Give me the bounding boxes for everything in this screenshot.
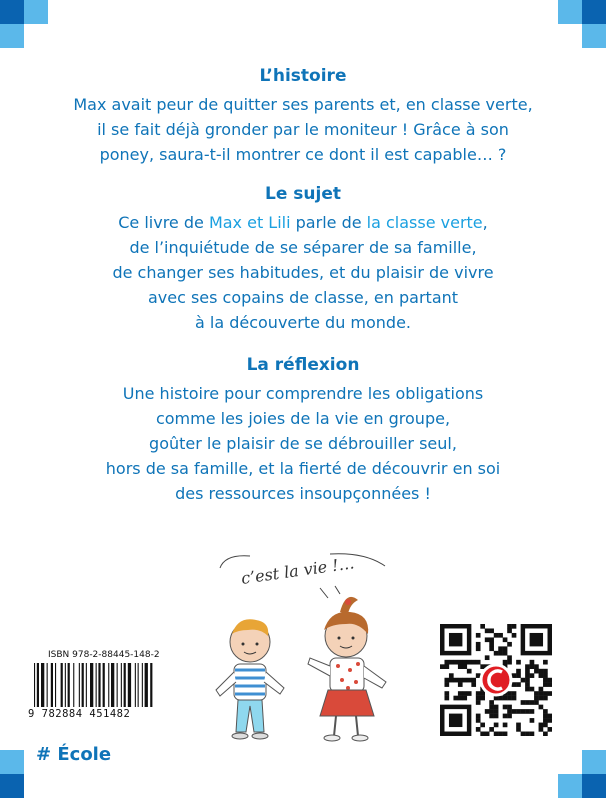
qr-module [453, 678, 458, 683]
text-segment: goûter le plaisir de se débrouiller seul, [149, 434, 457, 453]
qr-module [534, 669, 539, 674]
qr-module [494, 709, 499, 714]
qr-module [521, 700, 526, 705]
qr-module [503, 651, 508, 656]
qr-module [534, 691, 539, 696]
qr-module [480, 696, 485, 701]
qr-module [480, 723, 485, 728]
qr-module [503, 705, 508, 710]
qr-module [507, 660, 512, 665]
corner-square-top-left [0, 0, 24, 24]
text-segment: Une histoire pour comprendre les obligations [122, 384, 484, 403]
qr-module [440, 664, 445, 669]
qr-module [503, 714, 508, 719]
qr-module [458, 660, 463, 665]
body-line [0, 431, 606, 456]
qr-module [548, 678, 552, 683]
corner-square-top-left-light [24, 0, 48, 24]
qr-module [471, 660, 476, 665]
qr-module [489, 646, 494, 651]
body-line [0, 285, 606, 310]
body-line [0, 456, 606, 481]
qr-module [507, 642, 512, 647]
qr-module [512, 682, 517, 687]
qr-module [494, 705, 499, 710]
qr-module [530, 687, 535, 692]
qr-module [449, 660, 454, 665]
section-heading: L’histoire [259, 66, 347, 86]
barcode-bar [51, 663, 53, 707]
barcode-bar [111, 663, 114, 707]
qr-module [503, 637, 508, 642]
qr-module [530, 732, 535, 736]
qr-module [498, 696, 503, 701]
barcode-bar [68, 663, 70, 707]
qr-module [489, 642, 494, 647]
qr-module [476, 714, 481, 719]
qr-module [476, 696, 481, 701]
barcode-bar [65, 663, 66, 707]
qr-module [507, 655, 512, 660]
body-line [0, 142, 606, 167]
barcode-bar [103, 663, 105, 707]
qr-module [498, 646, 503, 651]
body-line [0, 481, 606, 506]
qr-module [512, 633, 517, 638]
qr-module [543, 691, 548, 696]
max-figure [216, 619, 284, 739]
body-line [0, 310, 606, 335]
isbn-digits: 9 782884 451482 [28, 708, 131, 720]
barcode-bar [135, 663, 136, 707]
qr-module [530, 709, 535, 714]
section-sujet [0, 184, 606, 335]
qr-module [462, 664, 467, 669]
corner-square-bottom-right-light [558, 774, 582, 798]
corner-square-bottom-right [582, 774, 606, 798]
category-tag: # École [36, 744, 112, 765]
qr-module [476, 700, 481, 705]
highlighted-term: la classe verte [366, 213, 483, 232]
qr-module [498, 732, 503, 736]
qr-module [503, 723, 508, 728]
qr-module [462, 696, 467, 701]
qr-module [503, 696, 508, 701]
text-segment: des ressources insoupçonnées ! [175, 484, 431, 503]
qr-module [507, 624, 512, 629]
qr-module [539, 669, 544, 674]
qr-module [467, 669, 472, 674]
qr-code [440, 624, 552, 736]
qr-module [543, 678, 548, 683]
qr-module [471, 678, 476, 683]
qr-module [480, 664, 485, 669]
qr-module [444, 678, 449, 683]
qr-module [543, 714, 548, 719]
qr-module [494, 723, 499, 728]
corner-square-bottom-left [0, 774, 24, 798]
qr-module [476, 633, 481, 638]
barcode-bar [82, 663, 84, 707]
barcode-bar [108, 663, 109, 707]
qr-module [489, 628, 494, 633]
qr-module [525, 678, 530, 683]
qr-module [458, 664, 463, 669]
qr-module [480, 624, 485, 629]
body-line [0, 235, 606, 260]
body-line [0, 381, 606, 406]
qr-module [512, 673, 517, 678]
qr-module [530, 660, 535, 665]
text-segment: de changer ses habitudes, et du plaisir de vivre [112, 263, 494, 282]
barcode-bar [90, 663, 93, 707]
barcode-bar [47, 663, 48, 707]
corner-square-top-right-light-2 [582, 24, 606, 48]
qr-module [449, 678, 454, 683]
qr-module [516, 682, 521, 687]
corner-square-top-right-light [558, 0, 582, 24]
qr-module [476, 660, 481, 665]
barcode-bar [86, 663, 87, 707]
qr-module [530, 673, 535, 678]
qr-module [462, 678, 467, 683]
qr-module [467, 691, 472, 696]
qr-module [543, 718, 548, 723]
text-segment: hors de sa famille, et la fierté de découvrir en soi [105, 459, 501, 478]
qr-module [516, 723, 521, 728]
qr-module [476, 727, 481, 732]
qr-module [476, 642, 481, 647]
qr-module [444, 660, 449, 665]
qr-module [543, 673, 548, 678]
text-segment: , [482, 213, 488, 232]
qr-module [539, 691, 544, 696]
qr-module [525, 669, 530, 674]
qr-module [516, 727, 521, 732]
qr-module [507, 714, 512, 719]
qr-module [444, 664, 449, 669]
qr-module [548, 682, 552, 687]
qr-module [489, 714, 494, 719]
section-heading: Le sujet [265, 184, 341, 204]
corner-square-bottom-left-light [0, 750, 24, 774]
qr-module [548, 691, 552, 696]
qr-module [543, 660, 548, 665]
barcode-bar [37, 663, 39, 707]
qr-module [543, 732, 548, 736]
qr-module [512, 691, 517, 696]
barcode-bar [34, 663, 35, 707]
qr-module [485, 732, 490, 736]
barcode-bars [32, 663, 200, 707]
barcode-bar [73, 663, 74, 707]
qr-module [485, 628, 490, 633]
text-segment: Max avait peur de quitter ses parents et, en classe verte, [73, 95, 533, 114]
qr-module [494, 732, 499, 736]
qr-module [480, 732, 485, 736]
qr-module [530, 700, 535, 705]
qr-module [503, 660, 508, 665]
qr-module [548, 718, 552, 723]
text-segment: il se fait déjà gronder par le moniteur ! Grâce à son [97, 120, 509, 139]
qr-module [453, 696, 458, 701]
section-reflexion [0, 355, 606, 506]
qr-module [539, 687, 544, 692]
qr-module [507, 709, 512, 714]
text-segment: comme les joies de la vie en groupe, [155, 409, 451, 428]
barcode-bar [124, 663, 126, 707]
qr-module [539, 673, 544, 678]
text-segment: de l’inquiétude de se séparer de sa famille, [129, 238, 477, 257]
max-et-lili-illustration [180, 550, 430, 745]
qr-finder-core [449, 633, 462, 646]
lili-figure [308, 597, 386, 741]
body-line [0, 406, 606, 431]
body-line [0, 210, 606, 235]
qr-module [530, 718, 535, 723]
text-segment: avec ses copains de classe, en partant [147, 288, 459, 307]
qr-module [489, 709, 494, 714]
qr-module [485, 655, 490, 660]
speech-text: c’est la vie !… [239, 553, 356, 588]
qr-module [489, 727, 494, 732]
qr-module [512, 696, 517, 701]
qr-module [525, 682, 530, 687]
qr-module [462, 660, 467, 665]
highlighted-term: Max et Lili [208, 213, 291, 232]
qr-module [498, 651, 503, 656]
barcode-bar [128, 663, 131, 707]
qr-module [444, 696, 449, 701]
barcode-bar [121, 663, 122, 707]
qr-module [525, 700, 530, 705]
qr-module [507, 705, 512, 710]
qr-module [548, 714, 552, 719]
qr-module [467, 660, 472, 665]
barcode-bar [138, 663, 139, 707]
section-histoire [0, 66, 606, 167]
qr-module [543, 723, 548, 728]
qr-module [516, 669, 521, 674]
qr-module [539, 723, 544, 728]
qr-module [458, 696, 463, 701]
qr-module [516, 673, 521, 678]
body-line [0, 260, 606, 285]
qr-module [507, 691, 512, 696]
qr-module [543, 696, 548, 701]
qr-module [543, 709, 548, 714]
barcode-bar [145, 663, 148, 707]
qr-module [476, 691, 481, 696]
qr-module [471, 682, 476, 687]
qr-module [516, 709, 521, 714]
qr-module [534, 664, 539, 669]
qr-module [512, 624, 517, 629]
qr-module [444, 682, 449, 687]
isbn-barcode [28, 650, 196, 720]
qr-module [476, 718, 481, 723]
qr-module [507, 696, 512, 701]
corner-square-top-right [582, 0, 606, 24]
corner-square-top-left-light-2 [0, 24, 24, 48]
text-segment: parle de [290, 213, 367, 232]
qr-module [521, 678, 526, 683]
body-line [0, 117, 606, 142]
qr-module [525, 687, 530, 692]
text-segment: Ce livre de [118, 213, 209, 232]
qr-module [449, 673, 454, 678]
qr-module [543, 669, 548, 674]
qr-module [494, 714, 499, 719]
qr-module [462, 691, 467, 696]
body-line [0, 92, 606, 117]
qr-module [458, 691, 463, 696]
qr-module [485, 637, 490, 642]
qr-module [539, 727, 544, 732]
qr-module [476, 646, 481, 651]
section-heading: La réflexion [246, 355, 360, 375]
qr-module [458, 682, 463, 687]
qr-module [467, 678, 472, 683]
qr-module [489, 637, 494, 642]
qr-module [521, 709, 526, 714]
qr-module [516, 660, 521, 665]
qr-module [525, 732, 530, 736]
qr-module [507, 628, 512, 633]
isbn-label: ISBN 978-2-88445-148-2 [48, 650, 160, 660]
qr-finder-core [530, 633, 543, 646]
barcode-bar [96, 663, 97, 707]
barcode-bar [41, 663, 44, 707]
barcode-bar [150, 663, 152, 707]
barcode-bar [98, 663, 100, 707]
barcode-bar [142, 663, 143, 707]
barcode-bar [61, 663, 63, 707]
qr-module [444, 691, 449, 696]
qr-module [494, 651, 499, 656]
qr-module [525, 664, 530, 669]
qr-module [534, 696, 539, 701]
text-segment: poney, saura-t-il montrer ce dont il est capable… ? [99, 145, 507, 164]
qr-module [525, 709, 530, 714]
text-segment: à la découverte du monde. [194, 313, 412, 332]
qr-module [503, 732, 508, 736]
qr-module [512, 709, 517, 714]
qr-module [453, 660, 458, 665]
qr-module [543, 682, 548, 687]
qr-module [525, 673, 530, 678]
qr-module [503, 646, 508, 651]
qr-module [548, 727, 552, 732]
qr-module [498, 633, 503, 638]
qr-module [458, 678, 463, 683]
qr-module [521, 732, 526, 736]
qr-module [539, 705, 544, 710]
barcode-bar [79, 663, 80, 707]
qr-module [480, 691, 485, 696]
qr-module [539, 696, 544, 701]
qr-module [489, 705, 494, 710]
qr-module [485, 709, 490, 714]
qr-finder-core [449, 714, 462, 727]
barcode-bar [117, 663, 118, 707]
barcode-bar [55, 663, 56, 707]
qr-module [489, 700, 494, 705]
corner-square-bottom-right-light-2 [582, 750, 606, 774]
qr-module [494, 633, 499, 638]
qr-module [530, 664, 535, 669]
qr-module [534, 700, 539, 705]
